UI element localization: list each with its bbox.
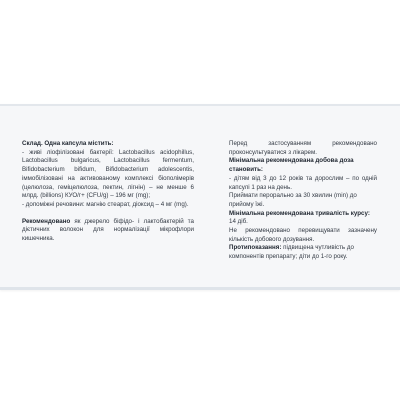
composition-line-1: - живі ліофілізовані бактерії: Lactobacillus acidophillus, Lactobacillus bulgaricus, Lactobacillus fermentum, Bifidobacterium bifidum, Bifidobacterium adolescentis, іммобілізовані на активованому комплексі біополімерів (целюлоза, геміцелюлоза, пектин, лігнін) – не менше 6 млрд. (billions) КУО/г+ (CFU/g) – 196 мг (mg); — [22, 148, 194, 200]
oral-text: Приймати перорально за 30 хвилин (min) до прийому їжі. — [229, 192, 357, 208]
duration-line: Мінімальна рекомендована тривалість курсу: 14 діб. — [229, 209, 370, 226]
composition-line-2: - допоміжні речовини: магнію стеарат, діоксид – 4 мг (mg). — [22, 200, 189, 208]
right-column — [229, 140, 377, 262]
min-dose-label: Мінімальна рекомендована добова доза становить: — [229, 157, 354, 174]
package-top-edge — [0, 104, 400, 106]
usage-intro: Перед застосуванням рекомендовано проконсультуватися з лікарем. — [229, 140, 377, 156]
package-bottom-edge — [0, 287, 400, 290]
min-dose-text: - дітям від 3 до 12 років та дорослим – по одній капсулі 1 раз на день. — [229, 174, 377, 191]
recommendation-text: Рекомендовано як джерело біфідо- і лактобактерій та дієтичних волокон для нормалізації мікрофлори кишечника. — [22, 217, 194, 243]
package-panel — [0, 104, 400, 290]
recommendation-lead: Рекомендовано — [22, 217, 71, 225]
left-column — [22, 140, 194, 244]
no-exceed-text: Не рекомендовано перевищувати зазначену кількість добового дозування. — [229, 227, 377, 243]
composition-heading: Склад. Одна капсула містить: — [22, 140, 114, 147]
contra-line: Протипоказання: підвищена чутливість до компонентів препарату; діти до 1-го року. — [229, 244, 354, 261]
